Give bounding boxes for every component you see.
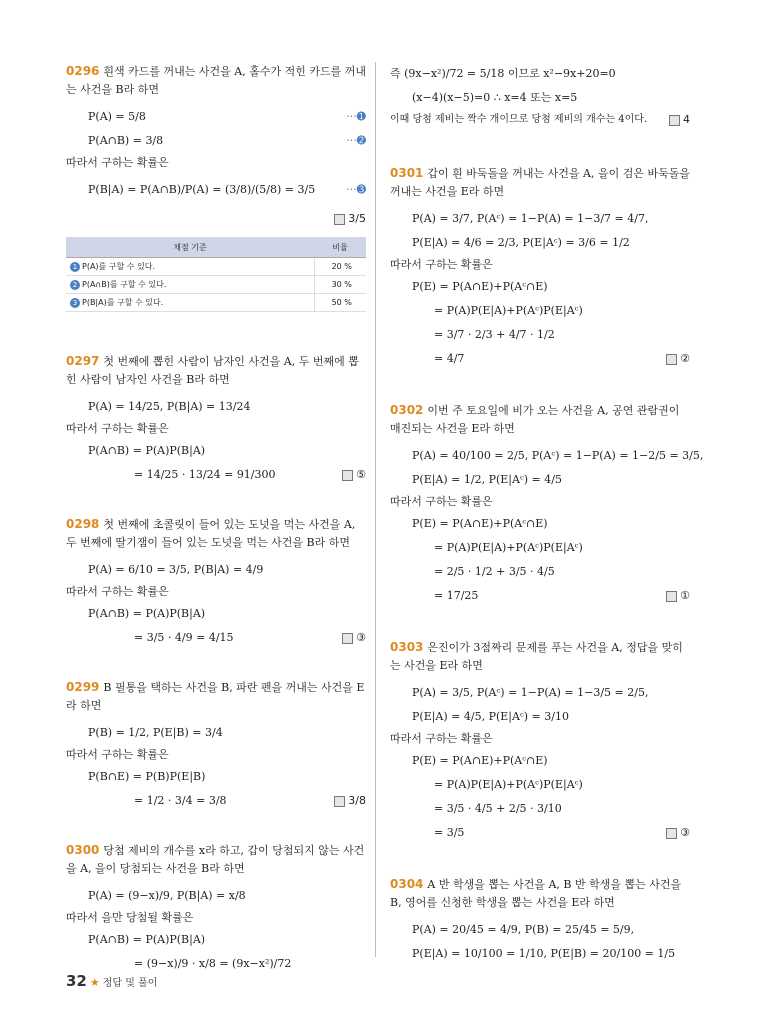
answer-box-icon xyxy=(334,214,345,225)
problem-number: 0304 xyxy=(390,877,424,891)
problem-number: 0298 xyxy=(66,517,100,531)
equation: = 3/5 xyxy=(434,826,465,839)
problem-number: 0297 xyxy=(66,354,100,368)
answer-box-icon xyxy=(666,591,677,602)
answer-box-icon xyxy=(342,633,353,644)
answer-box-icon xyxy=(334,796,345,807)
problem-0297 xyxy=(66,352,366,487)
equation: = 3/7 · 2/3 + 4/7 · 1/2 xyxy=(434,328,555,341)
equation: P(A) = 20/45 = 4/9, P(B) = 25/45 = 5/9, xyxy=(412,923,635,936)
problem-number: 0301 xyxy=(390,166,424,180)
problem-number: 0296 xyxy=(66,64,100,78)
equation: = 4/7 xyxy=(434,352,465,365)
equation: P(A) = 14/25, P(B|A) = 13/24 xyxy=(88,400,251,413)
equation: P(B|A) = P(A∩B)/P(A) = (3/8)/(5/8) = 3/5 xyxy=(88,183,316,196)
problem-number: 0303 xyxy=(390,640,424,654)
equation: P(B∩E) = P(B)P(E|B) xyxy=(88,770,206,783)
equation: = 3/5 · 4/5 + 2/5 · 3/10 xyxy=(434,802,562,815)
equation: P(A∩B) = P(A)P(B|A) xyxy=(88,933,206,946)
grading-table xyxy=(66,237,366,312)
equation: P(A) = 6/10 = 3/5, P(B|A) = 4/9 xyxy=(88,563,264,576)
equation: = (9−x)/9 · x/8 = (9x−x²)/72 xyxy=(134,957,292,970)
answer: ② xyxy=(666,347,690,371)
problem-0303 xyxy=(390,638,690,845)
column-divider xyxy=(375,62,376,957)
problem-0304 xyxy=(390,875,690,966)
equation: = 17/25 xyxy=(434,589,479,602)
problem-0300 xyxy=(66,841,366,976)
answer-box-icon xyxy=(342,470,353,481)
answer-box-icon xyxy=(666,354,677,365)
equation: P(E) = P(A∩E)+P(Aᶜ∩E) xyxy=(412,517,548,530)
equation: 즉 (9x−x²)/72 = 5/18 이므로 x²−9x+20=0 xyxy=(390,67,616,80)
page-footer xyxy=(66,972,157,990)
left-column xyxy=(66,62,366,976)
number-circle-icon: 3 xyxy=(70,298,80,308)
answer: ⑤ xyxy=(342,463,366,487)
table-row: 1 P(A)를 구할 수 있다. 20 % xyxy=(66,258,366,276)
equation: P(A) = 3/5, P(Aᶜ) = 1−P(A) = 1−3/5 = 2/5, xyxy=(412,686,649,699)
star-icon: ★ xyxy=(89,976,100,989)
answer: ③ xyxy=(666,821,690,845)
problem-0296 xyxy=(66,62,366,312)
problem-intro: 첫 번째에 초콜릿이 들어 있는 도넛을 먹는 사건을 A, 두 번째에 딸기잼이 들어 있는 도넛을 먹는 사건을 B라 하면 xyxy=(66,518,356,549)
right-column xyxy=(390,62,704,966)
problem-intro: A 반 학생을 뽑는 사건을 A, B 반 학생을 뽑는 사건을 B, 영어를 신청한 학생을 뽑는 사건을 E라 하면 xyxy=(390,878,682,909)
equation: P(E|A) = 4/5, P(E|Aᶜ) = 3/10 xyxy=(412,710,569,723)
equation: = P(A)P(E|A)+P(Aᶜ)P(E|Aᶜ) xyxy=(434,541,583,554)
step-marker: ···➌ xyxy=(346,183,366,196)
problem-0299 xyxy=(66,678,366,813)
equation: = P(A)P(E|A)+P(Aᶜ)P(E|Aᶜ) xyxy=(434,304,583,317)
answer: ③ xyxy=(342,626,366,650)
equation: P(A) = 3/7, P(Aᶜ) = 1−P(A) = 1−3/7 = 4/7, xyxy=(412,212,649,225)
text-line: 따라서 구하는 확률은 xyxy=(66,585,169,598)
problem-number: 0302 xyxy=(390,403,424,417)
equation: P(A) = 5/8 xyxy=(88,110,146,123)
text-line: 이때 당첨 제비는 짝수 개이므로 당첨 제비의 개수는 4이다. xyxy=(390,114,648,125)
answer-box-icon xyxy=(666,828,677,839)
problem-0300-continued xyxy=(390,62,690,130)
equation: P(E|A) = 4/6 = 2/3, P(E|Aᶜ) = 3/6 = 1/2 xyxy=(412,236,630,249)
answer: 3/8 xyxy=(334,789,366,813)
table-row: 3 P(B|A)를 구할 수 있다. 50 % xyxy=(66,294,366,312)
equation: = 2/5 · 1/2 + 3/5 · 4/5 xyxy=(434,565,555,578)
problem-0298 xyxy=(66,515,366,650)
step-marker: ···➋ xyxy=(346,134,366,147)
text-line: 따라서 구하는 확률은 xyxy=(390,258,493,271)
grading-header: 비율 xyxy=(314,237,366,258)
equation: = 14/25 · 13/24 = 91/300 xyxy=(134,468,276,481)
problem-intro: 첫 번째에 뽑힌 사람이 남자인 사건을 A, 두 번째에 뽑힌 사람이 남자인 사건을 B라 하면 xyxy=(66,355,359,386)
answer-box-icon xyxy=(669,115,680,126)
equation: (x−4)(x−5)=0 ∴ x=4 또는 x=5 xyxy=(412,91,578,104)
equation: P(A∩B) = 3/8 xyxy=(88,134,164,147)
table-row: 2 P(A∩B)를 구할 수 있다. 30 % xyxy=(66,276,366,294)
number-circle-icon: 1 xyxy=(70,262,80,272)
problem-intro: 흰색 카드를 꺼내는 사건을 A, 홀수가 적힌 카드를 꺼내는 사건을 B라 하면 xyxy=(66,65,366,96)
equation: P(A∩B) = P(A)P(B|A) xyxy=(88,607,206,620)
text-line: 따라서 구하는 확률은 xyxy=(390,732,493,745)
problem-intro: 당첨 제비의 개수를 x라 하고, 갑이 당첨되지 않는 사건을 A, 을이 당첨되는 사건을 B라 하면 xyxy=(66,844,365,875)
equation: P(A∩B) = P(A)P(B|A) xyxy=(88,444,206,457)
equation: P(B) = 1/2, P(E|B) = 3/4 xyxy=(88,726,223,739)
answer: 4 xyxy=(669,110,690,130)
step-marker: ···➊ xyxy=(346,110,366,123)
footer-label: 정답 및 풀이 xyxy=(102,978,158,989)
answer: ① xyxy=(666,584,690,608)
equation: = 1/2 · 3/4 = 3/8 xyxy=(134,794,227,807)
text-line: 따라서 구하는 확률은 xyxy=(66,748,169,761)
problem-intro: 은진이가 3점짜리 문제를 푸는 사건을 A, 정답을 맞히는 사건을 E라 하면 xyxy=(390,641,683,672)
problem-number: 0300 xyxy=(66,843,100,857)
answer: 3/5 xyxy=(334,207,366,231)
equation: P(E|A) = 10/100 = 1/10, P(E|B) = 20/100 = 1/5 xyxy=(412,947,676,960)
equation: P(A) = 40/100 = 2/5, P(Aᶜ) = 1−P(A) = 1−2/5 = 3/5, xyxy=(412,449,704,462)
text-line: 따라서 구하는 확률은 xyxy=(66,156,169,169)
page-number: 32 xyxy=(66,972,87,990)
equation: = P(A)P(E|A)+P(Aᶜ)P(E|Aᶜ) xyxy=(434,778,583,791)
problem-intro: 갑이 흰 바둑돌을 꺼내는 사건을 A, 을이 검은 바둑돌을 꺼내는 사건을 E라 하면 xyxy=(390,167,690,198)
problem-intro: 이번 주 토요일에 비가 오는 사건을 A, 공연 관람권이 매진되는 사건을 E라 하면 xyxy=(390,404,680,435)
text-line: 따라서 구하는 확률은 xyxy=(390,495,493,508)
equation: P(E) = P(A∩E)+P(Aᶜ∩E) xyxy=(412,754,548,767)
text-line: 따라서 구하는 확률은 xyxy=(66,422,169,435)
problem-intro: B 필통을 택하는 사건을 B, 파란 펜을 꺼내는 사건을 E라 하면 xyxy=(66,681,365,712)
problem-0302 xyxy=(390,401,704,608)
number-circle-icon: 2 xyxy=(70,280,80,290)
text-line: 따라서 을만 당첨될 확률은 xyxy=(66,911,194,924)
equation: P(E) = P(A∩E)+P(Aᶜ∩E) xyxy=(412,280,548,293)
problem-0301 xyxy=(390,164,690,371)
grading-header: 채점 기준 xyxy=(66,237,314,258)
equation: P(A) = (9−x)/9, P(B|A) = x/8 xyxy=(88,889,246,902)
equation: P(E|A) = 1/2, P(E|Aᶜ) = 4/5 xyxy=(412,473,562,486)
equation: = 3/5 · 4/9 = 4/15 xyxy=(134,631,234,644)
problem-number: 0299 xyxy=(66,680,100,694)
